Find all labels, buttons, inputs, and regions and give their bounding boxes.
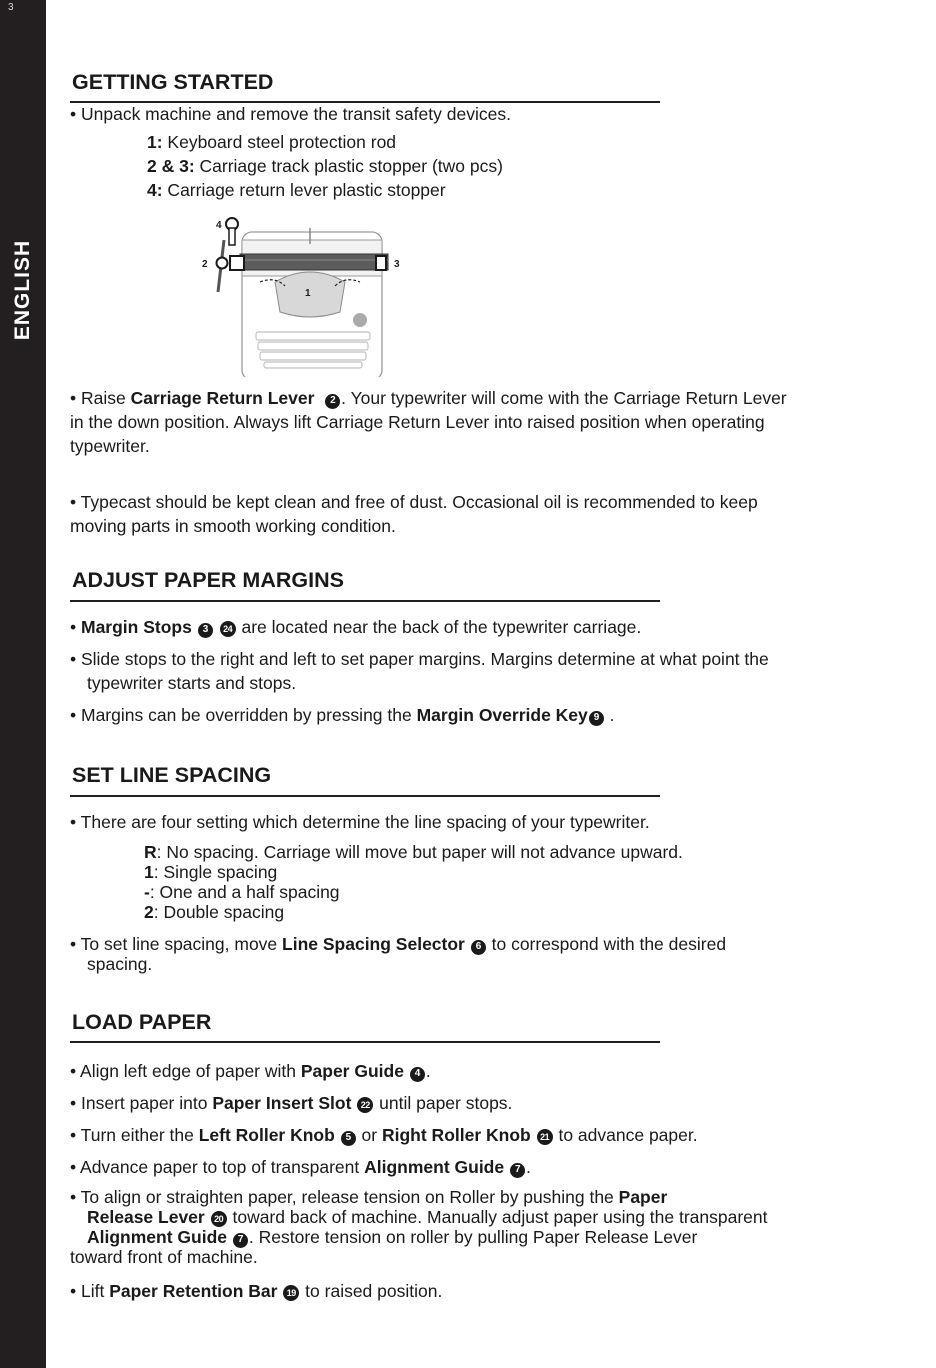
callout-badge: 24: [220, 621, 236, 637]
callout-badge: 21: [537, 1129, 553, 1145]
slide-stops-line: typewriter starts and stops.: [87, 673, 297, 693]
load-paper-heading: LOAD PAPER: [72, 1010, 212, 1034]
line-spacing-selector-bullet: • To set line spacing, move Line Spacing Selector 6 to correspond with the desired: [70, 934, 727, 954]
diagram-label-4: 4: [216, 220, 222, 231]
page-number: 3: [8, 2, 14, 13]
callout-badge: 20: [211, 1211, 227, 1227]
raise-lever-line: in the down position. Always lift Carriage Return Lever into raised position when operating: [70, 412, 765, 432]
spacing-option: 1: Single spacing: [144, 862, 278, 882]
section-divider: [70, 600, 660, 602]
insert-slot-bullet: • Insert paper into Paper Insert Slot 22 until paper stops.: [70, 1093, 513, 1113]
retention-bar-bullet: • Lift Paper Retention Bar 19 to raised position.: [70, 1281, 443, 1301]
typewriter-diagram: [200, 212, 410, 377]
paper-guide-bullet: • Align left edge of paper with Paper Guide 4 .: [70, 1061, 431, 1081]
raise-lever-line: typewriter.: [70, 436, 150, 456]
callout-badge: 6: [471, 940, 486, 955]
device-item: 4: Carriage return lever plastic stopper: [147, 180, 446, 200]
callout-badge: 19: [283, 1285, 299, 1301]
release-lever-bullet: • To align or straighten paper, release tension on Roller by pushing the Paper: [70, 1187, 668, 1207]
line-spacing-selector-line: spacing.: [87, 954, 153, 974]
callout-badge: 2: [325, 394, 340, 409]
callout-badge: 5: [341, 1131, 356, 1146]
spacing-intro: • There are four setting which determine the line spacing of your typewriter.: [70, 812, 650, 832]
spacing-option: 2: Double spacing: [144, 902, 285, 922]
typecast-instruction: • Typecast should be kept clean and free of dust. Occasional oil is recommended to keep: [70, 492, 758, 512]
line-spacing-heading: SET LINE SPACING: [72, 763, 272, 787]
section-divider: [70, 1041, 660, 1043]
spacing-option: R: No spacing. Carriage will move but paper will not advance upward.: [144, 842, 683, 862]
language-sidebar: [0, 0, 46, 1368]
section-divider: [70, 795, 660, 797]
device-item: 1: Keyboard steel protection rod: [147, 132, 397, 152]
roller-knob-bullet: • Turn either the Left Roller Knob 5 or Right Roller Knob 21 to advance paper.: [70, 1125, 698, 1145]
callout-badge: 4: [410, 1067, 425, 1082]
callout-badge: 22: [357, 1097, 373, 1113]
callout-badge: 7: [510, 1163, 525, 1178]
alignment-guide-bullet: • Advance paper to top of transparent Alignment Guide 7 .: [70, 1157, 531, 1177]
margin-override-bullet: • Margins can be overridden by pressing the Margin Override Key 9 .: [70, 705, 615, 725]
release-lever-line: toward front of machine.: [70, 1247, 258, 1267]
getting-started-heading: GETTING STARTED: [72, 70, 274, 94]
device-item: 2 & 3: Carriage track plastic stopper (two pcs): [147, 156, 503, 176]
diagram-label-3: 3: [394, 259, 400, 270]
spacing-option: -: One and a half spacing: [144, 882, 340, 902]
raise-lever-instruction: • Raise Carriage Return Lever 2 . Your typewriter will come with the Carriage Return Lever: [70, 388, 787, 408]
callout-badge: 9: [589, 711, 604, 726]
unpack-instruction: • Unpack machine and remove the transit safety devices.: [70, 104, 511, 124]
typecast-line: moving parts in smooth working condition.: [70, 516, 396, 536]
paper-margins-heading: ADJUST PAPER MARGINS: [72, 568, 344, 592]
diagram-label-2: 2: [202, 259, 208, 270]
callout-badge: 7: [233, 1233, 248, 1248]
diagram-label-1: 1: [305, 288, 311, 299]
release-lever-line: Alignment Guide 7 . Restore tension on roller by pulling Paper Release Lever: [87, 1227, 698, 1247]
callout-badge: 3: [198, 623, 213, 638]
slide-stops-bullet: • Slide stops to the right and left to set paper margins. Margins determine at what point the: [70, 649, 769, 669]
margin-stops-bullet: • Margin Stops 3 24 are located near the back of the typewriter carriage.: [70, 617, 642, 637]
language-label: ENGLISH: [11, 239, 34, 341]
release-lever-line: Release Lever 20 toward back of machine. Manually adjust paper using the transparent: [87, 1207, 768, 1227]
